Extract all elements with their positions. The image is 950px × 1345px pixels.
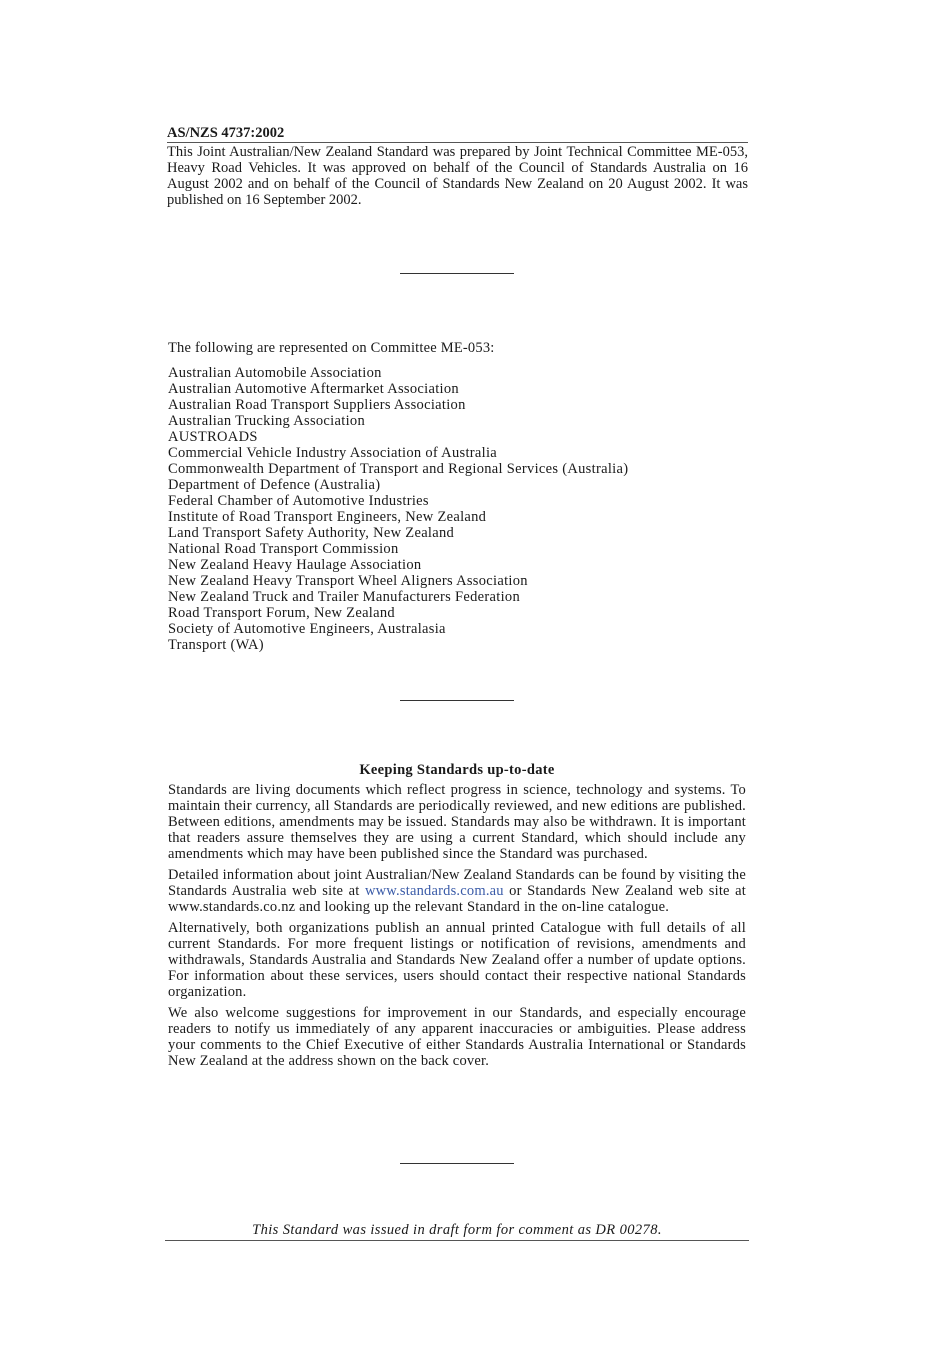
committee-member: Australian Trucking Association [168, 413, 365, 429]
committee-member: Federal Chamber of Automotive Industries [168, 493, 429, 509]
committee-member: Australian Road Transport Suppliers Association [168, 397, 466, 413]
standard-number: AS/NZS 4737:2002 [167, 125, 748, 143]
paragraph: Alternatively, both organizations publish an annual printed Catalogue with full details of all current Standards. For more frequent listings or notification of revisions, amendments and withdrawals, Standards Australia and Standards New Zealand offer a number of update options. For information about these services, users should contact their respective national Standards organization. [168, 920, 746, 1000]
draft-note: This Standard was issued in draft form for comment as DR 00278. [165, 1221, 749, 1241]
keeping-standards-section [168, 762, 746, 1074]
committee-member: New Zealand Heavy Transport Wheel Aligners Association [168, 573, 528, 589]
committee-member-list [168, 365, 749, 653]
committee-section [168, 340, 749, 653]
committee-member: Commonwealth Department of Transport and Regional Services (Australia) [168, 461, 629, 477]
committee-member: Commercial Vehicle Industry Association of Australia [168, 445, 498, 461]
committee-member: Institute of Road Transport Engineers, New Zealand [168, 509, 487, 525]
committee-member: Australian Automotive Aftermarket Association [168, 381, 459, 397]
paragraph: We also welcome suggestions for improvement in our Standards, and especially encourage readers to notify us immediately of any apparent inaccuracies or ambiguities. Please address your comments to the Chief Executive of either Standards Australia International or Standards New Zealand at the address shown on the back cover. [168, 1005, 746, 1069]
standard-header [167, 125, 748, 208]
committee-member: Australian Automobile Association [168, 365, 382, 381]
committee-member: AUSTROADS [168, 429, 258, 445]
committee-member: New Zealand Truck and Trailer Manufacturers Federation [168, 589, 521, 605]
committee-member: Transport (WA) [168, 637, 264, 653]
paragraph-text: Detailed information about joint Australian/New Zealand Standards can be found by visiting the Standards Australia web site at [168, 867, 746, 899]
committee-member: Society of Automotive Engineers, Australasia [168, 621, 446, 637]
committee-intro: The following are represented on Committee ME-053: [168, 340, 495, 356]
committee-member: Department of Defence (Australia) [168, 477, 381, 493]
committee-member: New Zealand Heavy Haulage Association [168, 557, 422, 573]
standards-australia-link[interactable]: www.standards.com.au [364, 883, 504, 899]
section-heading: Keeping Standards up-to-date [359, 762, 555, 778]
preparation-statement: This Joint Australian/New Zealand Standard was prepared by Joint Technical Committee ME-053, Heavy Road Vehicles. It was approved on behalf of the Council of Standards Australia on 16 August 2002 and on behalf of the Council of Standards New Zealand on 20 August 2002. It was published on 16 September 2002. [167, 144, 748, 208]
paragraph-text: or Standards New Zealand web site at www.standards.co.nz and looking up the relevant Standard in the on-line catalogue. [168, 883, 746, 915]
section-divider [400, 1163, 514, 1164]
committee-member: Road Transport Forum, New Zealand [168, 605, 395, 621]
paragraph: Standards are living documents which reflect progress in science, technology and systems. To maintain their currency, all Standards are periodically reviewed, and new editions are published. Between editions, amendments may be issued. Standards may also be withdrawn. It is important that readers assure themselves they are using a current Standard, which should include any amendments which may have been published since the Standard was purchased. [168, 782, 746, 862]
section-divider [400, 273, 514, 274]
paragraph [168, 867, 746, 915]
committee-member: National Road Transport Commission [168, 541, 399, 557]
committee-member: Land Transport Safety Authority, New Zealand [168, 525, 455, 541]
section-divider [400, 700, 514, 701]
